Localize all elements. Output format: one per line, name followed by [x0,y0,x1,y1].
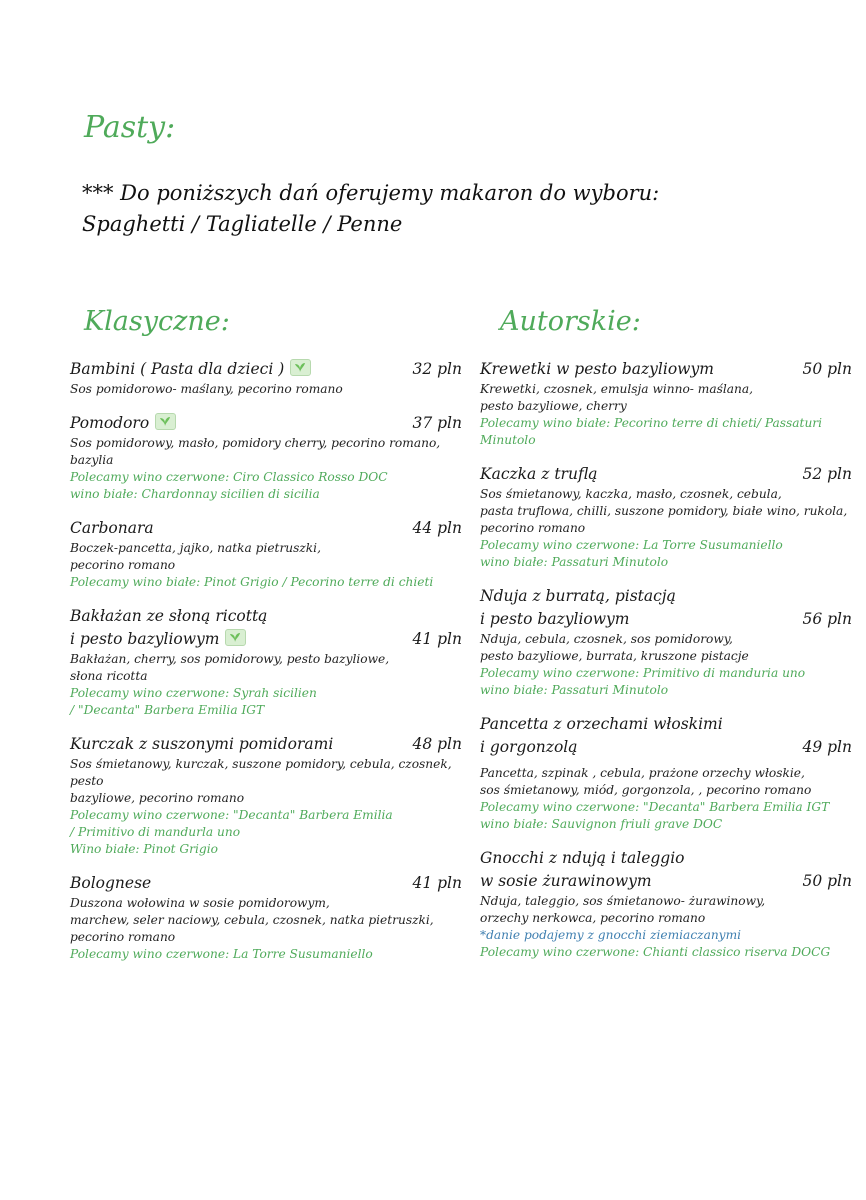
item-description: Nduja, cebula, czosnek, sos pomidorowy, pesto bazyliowe, burrata, kruszone pistacje [480,632,749,663]
item-name: Kaczka z truflą [480,465,598,483]
item-name: Bakłażan ze słoną ricottą i pesto bazyliowym [70,607,268,648]
wine-recommendation: Polecamy wino czerwone: "Decanta" Barbera Emilia / Primitivo di mandurla uno Wino białe: Pinot Grigio [70,808,393,856]
item-price: 37 pln [412,414,462,432]
menu-item-kaczka [480,463,852,571]
item-price: 49 pln [802,738,852,756]
autorskie-column [480,358,852,975]
item-note: *danie podajemy z gnocchi ziemiaczanymi [480,928,742,942]
item-price: 50 pln [802,872,852,890]
item-description: Krewetki, czosnek, emulsja winno- maślana, pesto bazyliowe, cherry [480,382,754,413]
pasta-choice-intro [82,178,659,240]
item-description: Boczek-pancetta, jajko, natka pietruszki, pecorino romano [70,541,321,572]
menu-item-pomodoro [70,412,462,503]
wine-recommendation: Polecamy wino czerwone: La Torre Susumaniello wino białe: Passaturi Minutolo [480,538,783,569]
item-price: 32 pln [412,360,462,378]
item-name: Bolognese [70,874,152,892]
menu-item-bambini [70,358,462,398]
item-name: Gnocchi z ndują i taleggio w sosie żurawinowym [480,849,685,890]
menu-item-baklazan [70,605,462,719]
item-price: 48 pln [412,735,462,753]
menu-item-krewetki [480,358,852,449]
item-description: Pancetta, szpinak , cebula, prażone orzechy włoskie, sos śmietanowy, miód, gorgonzola, , pecorino romano [480,766,812,797]
intro-line-1: *** Do poniższych dań oferujemy makaron do wyboru: [82,181,660,205]
menu-item-bolognese [70,872,462,963]
leaf-icon [225,629,246,646]
item-name: Nduja z burratą, pistacją i pesto bazyliowym [480,587,676,628]
item-description: Sos pomidorowy, masło, pomidory cherry, pecorino romano, bazylia [70,436,441,467]
intro-line-2: Spaghetti / Tagliatelle / Penne [82,212,403,236]
item-description: Nduja, taleggio, sos śmietanowo- żurawinowy, orzechy nerkowca, pecorino romano [480,894,766,925]
menu-item-gnocchi [480,847,852,961]
wine-recommendation: Polecamy wino czerwone: La Torre Susumaniello [70,947,373,961]
item-description: Sos pomidorowo- maślany, pecorino romano [70,382,343,396]
menu-item-kurczak [70,733,462,858]
item-description: Bakłażan, cherry, sos pomidorowy, pesto bazyliowe, słona ricotta [70,652,390,683]
wine-recommendation: Polecamy wino czerwone: Ciro Classico Rosso DOC wino białe: Chardonnay sicilien di sicilia [70,470,388,501]
wine-recommendation: Polecamy wino białe: Pinot Grigio / Pecorino terre di chieti [70,575,434,589]
item-price: 52 pln [802,465,852,483]
item-price: 44 pln [412,519,462,537]
item-price: 41 pln [412,630,462,648]
item-name: Pomodoro [70,414,150,432]
item-price: 50 pln [802,360,852,378]
klasyczne-column [70,358,462,977]
leaf-icon [155,413,176,430]
menu-item-carbonara [70,517,462,591]
item-name: Pancetta z orzechami włoskimi i gorgonzolą [480,715,723,756]
item-name: Bambini ( Pasta dla dzieci ) [70,360,285,378]
item-price: 56 pln [802,610,852,628]
item-description: Sos śmietanowy, kurczak, suszone pomidory, cebula, czosnek, pesto bazyliowe, pecorino romano [70,757,452,805]
wine-recommendation: Polecamy wino czerwone: Chianti classico riserva DOCG [480,945,831,959]
wine-recommendation: Polecamy wino czerwone: "Decanta" Barbera Emilia IGT wino białe: Sauvignon friuli grave DOC [480,800,830,831]
menu-item-pancetta [480,713,852,833]
menu-item-nduja [480,585,852,699]
wine-recommendation: Polecamy wino czerwone: Syrah sicilien / "Decanta" Barbera Emilia IGT [70,686,317,717]
section-heading-klasyczne: Klasyczne: [84,306,230,337]
page-title: Pasty: [84,110,176,145]
item-price: 41 pln [412,874,462,892]
wine-recommendation: Polecamy wino białe: Pecorino terre di chieti/ Passaturi Minutolo [480,416,823,447]
wine-recommendation: Polecamy wino czerwone: Primitivo di manduria uno wino białe: Passaturi Minutolo [480,666,806,697]
item-description: Duszona wołowina w sosie pomidorowym, marchew, seler naciowy, cebula, czosnek, natka pietruszki, pecorino romano [70,896,434,944]
item-description: Sos śmietanowy, kaczka, masło, czosnek, cebula, pasta truflowa, chilli, suszone pomidory, białe wino, rukola, pecorino romano [480,487,848,535]
item-name: Kurczak z suszonymi pomidorami [70,735,334,753]
item-name: Krewetki w pesto bazyliowym [480,360,714,378]
section-heading-autorskie: Autorskie: [500,306,641,337]
item-name: Carbonara [70,519,154,537]
leaf-icon [290,359,311,376]
